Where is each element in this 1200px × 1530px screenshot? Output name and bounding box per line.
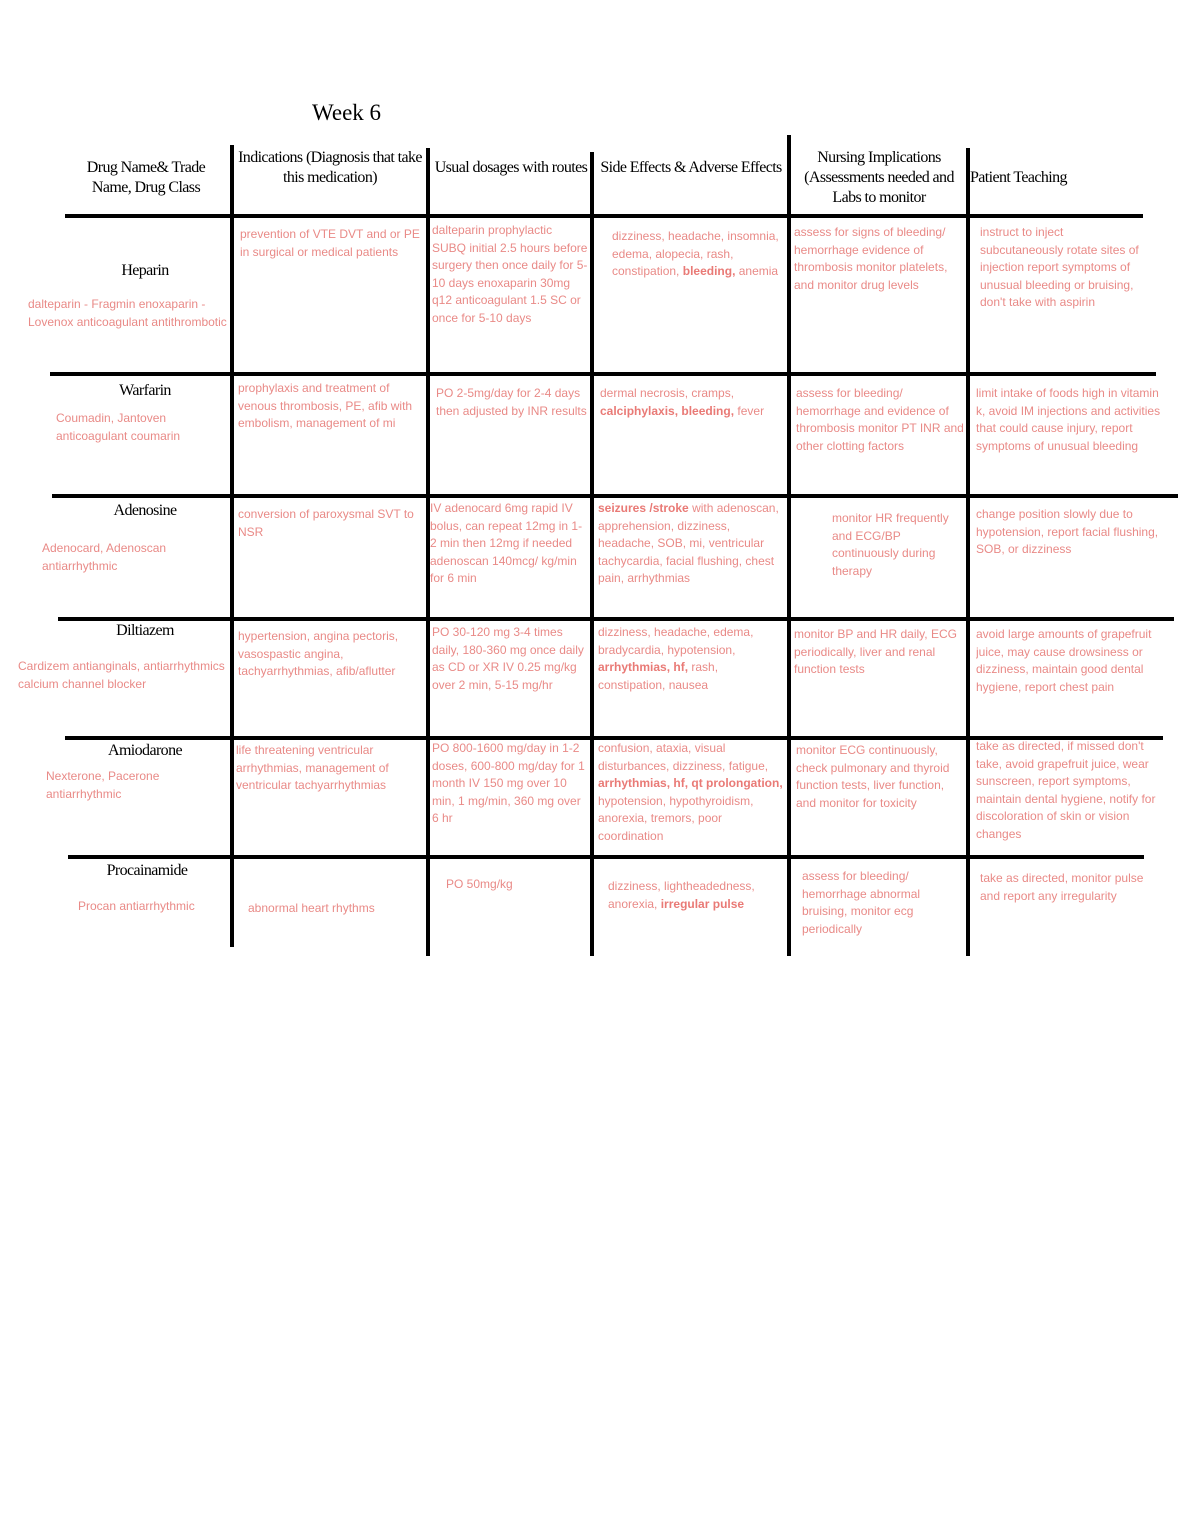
indications-cell: conversion of paroxysmal SVT to NSR	[238, 507, 414, 539]
drug-name: Warfarin	[119, 382, 171, 399]
drug-trade-class: Procan antiarrhythmic	[78, 899, 195, 913]
dosages-cell: PO 2-5mg/day for 2-4 days then adjusted by INR results	[436, 386, 587, 418]
column-divider	[966, 148, 970, 956]
teaching-cell: limit intake of foods high in vitamin k, avoid IM injections and activities that could cause injury, report symptoms of unusual bleeding	[976, 386, 1161, 453]
header-indications: Indications (Diagnosis that take this medication)	[238, 149, 422, 186]
header-nursing: Nursing Implications (Assessments needed and Labs to monitor	[804, 149, 954, 206]
row-divider	[58, 617, 1174, 621]
column-divider	[230, 145, 234, 947]
indications-cell: life threatening ventricular arrhythmias, management of ventricular tachyarrhythmias	[236, 743, 389, 792]
header-dosages: Usual dosages with routes	[434, 159, 588, 176]
nursing-cell: assess for bleeding/ hemorrhage and evidence of thrombosis monitor PT INR and other clotting factors	[796, 386, 964, 453]
dosages-cell: PO 50mg/kg	[446, 877, 513, 891]
nursing-cell: monitor HR frequently and ECG/BP continuously during therapy	[832, 511, 949, 578]
dosages-cell: dalteparin prophylactic SUBQ initial 2.5 hours before surgery then once daily for 5-10 days enoxaparin 30mg q12 anticoagulant 1.5 SC or once for 5-10 days	[432, 223, 588, 325]
drug-name: Amiodarone	[108, 742, 182, 759]
side-effects-cell: dizziness, headache, edema, bradycardia, hypotension, arrhythmias, hf, rash, constipation, nausea	[598, 625, 754, 692]
nursing-cell: monitor BP and HR daily, ECG periodically, liver and renal function tests	[794, 627, 957, 676]
nursing-cell: assess for signs of bleeding/ hemorrhage evidence of thrombosis monitor platelets, and monitor drug levels	[794, 225, 948, 292]
drug-trade-class: dalteparin - Fragmin enoxaparin - Lovenox anticoagulant antithrombotic	[28, 297, 227, 329]
header-drug: Drug Name& Trade Name, Drug Class	[86, 159, 206, 196]
teaching-cell: instruct to inject subcutaneously rotate sites of injection report symptoms of unusual bleeding or bruising, don't take with aspirin	[980, 225, 1139, 309]
dosages-cell: PO 800-1600 mg/day in 1-2 doses, 600-800 mg/day for 1 month IV 150 mg over 10 min, 1 mg/min, 360 mg over 6 hr	[432, 741, 585, 825]
row-divider	[50, 372, 1156, 376]
teaching-cell: take as directed, if missed don't take, avoid grapefruit juice, wear sunscreen, report symptoms, maintain dental hygiene, notify for discoloration of skin or vision changes	[976, 739, 1156, 841]
column-divider	[787, 135, 791, 956]
drug-trade-class: Cardizem antianginals, antiarrhythmics calcium channel blocker	[18, 659, 225, 691]
indications-cell: hypertension, angina pectoris, vasospastic angina, tachyarrhythmias, afib/aflutter	[238, 629, 399, 678]
row-divider	[52, 494, 1178, 498]
drug-trade-class: Coumadin, Jantoven anticoagulant coumarin	[56, 411, 181, 443]
drug-name: Procainamide	[106, 862, 188, 879]
indications-cell: prophylaxis and treatment of venous thrombosis, PE, afib with embolism, management of mi	[238, 381, 413, 430]
dosages-cell: IV adenocard 6mg rapid IV bolus, can repeat 12mg in 1-2 min then 12mg if needed adenoscan 140mcg/ kg/min for 6 min	[430, 501, 583, 585]
teaching-cell: take as directed, monitor pulse and report any irregularity	[980, 871, 1144, 903]
nursing-cell: monitor ECG continuously, check pulmonary and thyroid function tests, liver function, and monitor for toxicity	[796, 743, 950, 810]
teaching-cell: change position slowly due to hypotension, report facial flushing, SOB, or dizziness	[976, 507, 1159, 556]
teaching-cell: avoid large amounts of grapefruit juice, may cause drowsiness or dizziness, maintain good dental hygiene, report chest pain	[976, 627, 1152, 694]
row-divider	[65, 214, 1143, 218]
side-effects-cell: dermal necrosis, cramps, calciphylaxis, bleeding, fever	[600, 386, 765, 418]
indications-cell: abnormal heart rhythms	[248, 901, 375, 915]
drug-name: Diltiazem	[116, 622, 174, 639]
dosages-cell: PO 30-120 mg 3-4 times daily, 180-360 mg once daily as CD or XR IV 0.25 mg/kg over 2 min, 5-15 mg/hr	[432, 625, 584, 692]
side-effects-cell: seizures /stroke with adenoscan, apprehension, dizziness, headache, SOB, mi, ventricular tachycardia, facial flushing, chest pain, arrhythmias	[598, 501, 779, 585]
side-effects-cell: dizziness, lightheadedness, anorexia, irregular pulse	[608, 879, 755, 911]
header-teaching: Patient Teaching	[970, 169, 1067, 186]
column-divider	[590, 152, 594, 956]
row-divider	[68, 855, 1144, 859]
side-effects-cell: confusion, ataxia, visual disturbances, dizziness, fatigue, arrhythmias, hf, qt prolongation, hypotension, hypothyroidism, anorexia, tremors, poor coordination	[598, 741, 783, 843]
drug-name: Adenosine	[113, 502, 177, 519]
page-title: Week 6	[312, 100, 382, 125]
drug-name: Heparin	[121, 262, 169, 279]
drug-trade-class: Adenocard, Adenoscan antiarrhythmic	[42, 541, 167, 573]
drug-trade-class: Nexterone, Pacerone antiarrhythmic	[46, 769, 160, 801]
nursing-cell: assess for bleeding/ hemorrhage abnormal bruising, monitor ecg periodically	[802, 869, 921, 936]
indications-cell: prevention of VTE DVT and or PE in surgical or medical patients	[240, 227, 420, 259]
side-effects-cell: dizziness, headache, insomnia, edema, alopecia, rash, constipation, bleeding, anemia	[612, 229, 779, 278]
header-side-effects: Side Effects & Adverse Effects	[600, 159, 782, 176]
